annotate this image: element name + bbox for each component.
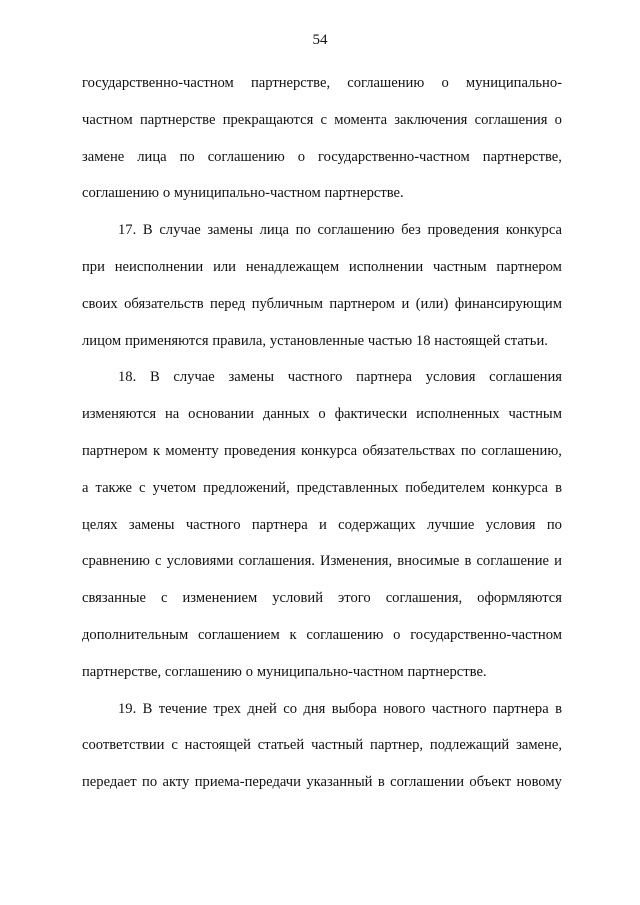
text-line: связанные с изменением условий этого соглашения, оформляются bbox=[82, 590, 562, 607]
text-line: целях замены частного партнера и содержащих лучшие условия по bbox=[82, 516, 562, 533]
text-line: партнером к моменту проведения конкурса обязательствах по соглашению, bbox=[82, 442, 562, 459]
text-line: 18. В случае замены частного партнера условия соглашения bbox=[118, 369, 562, 386]
paragraph bbox=[82, 359, 562, 690]
text-line: замене лица по соглашению о государственно-частном партнерстве, bbox=[82, 148, 562, 165]
text-line: передает по акту приема-передачи указанный в соглашении объект новому bbox=[82, 774, 562, 791]
paragraph bbox=[82, 65, 562, 212]
text-line: изменяются на основании данных о фактически исполненных частным bbox=[82, 406, 562, 423]
text-line: соответствии с настоящей статьей частный партнер, подлежащий замене, bbox=[82, 737, 562, 754]
document-body bbox=[82, 65, 562, 801]
text-line: государственно-частном партнерстве, соглашению о муниципально- bbox=[82, 75, 562, 91]
text-line: 17. В случае замены лица по соглашению без проведения конкурса bbox=[118, 222, 562, 239]
text-line: 19. В течение трех дней со дня выбора нового частного партнера в bbox=[118, 700, 562, 717]
text-line: при неисполнении или ненадлежащем исполнении частным партнером bbox=[82, 258, 562, 275]
text-line: дополнительным соглашением к соглашению о государственно-частном bbox=[82, 626, 562, 643]
paragraph bbox=[82, 212, 562, 359]
page-number: 54 bbox=[312, 32, 328, 48]
text-line: сравнению с условиями соглашения. Изменения, вносимые в соглашение и bbox=[82, 553, 562, 570]
text-line: соглашению о муниципально-частном партнерстве. bbox=[82, 185, 404, 202]
text-line: частном партнерстве прекращаются с момента заключения соглашения о bbox=[82, 111, 562, 128]
paragraph bbox=[82, 691, 562, 801]
text-line: партнерстве, соглашению о муниципально-частном партнерстве. bbox=[82, 663, 487, 680]
text-line: а также с учетом предложений, представленных победителем конкурса в bbox=[82, 479, 562, 496]
text-line: лицом применяются правила, установленные частью 18 настоящей статьи. bbox=[82, 332, 548, 349]
text-line: своих обязательств перед публичным партнером и (или) финансирующим bbox=[82, 295, 562, 312]
